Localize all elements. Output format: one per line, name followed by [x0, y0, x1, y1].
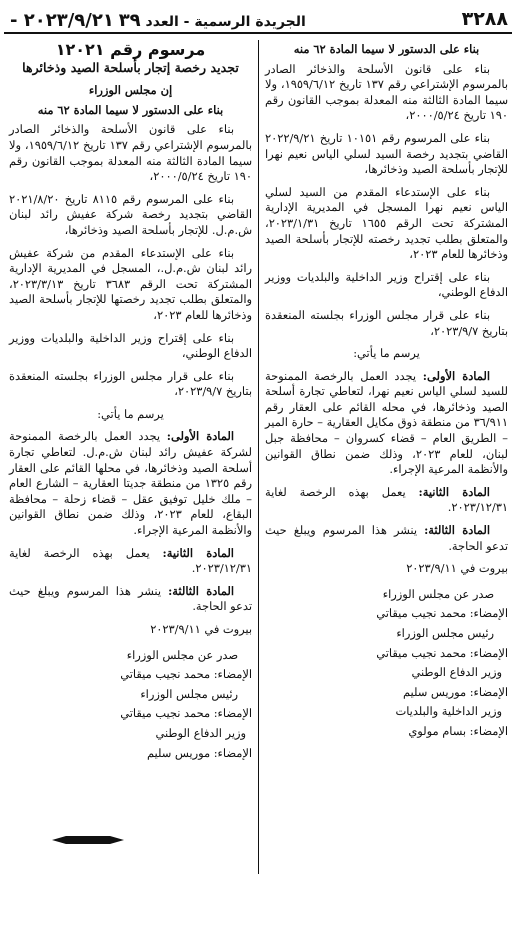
signature-line: الإمضاء: محمد نجيب ميقاتي [120, 706, 252, 721]
signature-line: صدر عن مجلس الوزراء [382, 586, 494, 601]
signature-line: الإمضاء: محمد نجيب ميقاتي [376, 645, 508, 660]
page-header [4, 6, 512, 34]
article-text: يعمل بهذه الرخصة لغاية ٢٠٢٣/١٢/٣١. [265, 484, 508, 515]
article-label: المادة الثالثة: [424, 523, 490, 538]
place-date: بيروت في ٢٠٢٣/٩/١١ [150, 622, 252, 636]
legal-basis-paragraph: بناء على قانون الأسلحة والذخائر الصادر بالمرسوم الإشتراعي رقم ١٣٧ تاريخ ١٩٥٩/٦/١٢، ولا سيما المادة الثالثة منه المعدلة بموجب القانون رقم ١٩٠ تاريخ ٢٠٠٠/٥/٢٤، [265, 61, 508, 123]
signature-line: صدر عن مجلس الوزراء [126, 647, 238, 662]
left-column [9, 42, 252, 765]
signature-line: الإمضاء: محمد نجيب ميقاتي [376, 606, 508, 621]
article-text: يعمل بهذه الرخصة لغاية ٢٠٢٣/١٢/٣١. [9, 545, 252, 576]
decrees-line: يرسم ما يأتي: [97, 406, 164, 421]
article-1 [9, 429, 252, 538]
signature-line: وزير الدفاع الوطني [155, 725, 246, 740]
signature-block [9, 648, 252, 762]
gazette-title [10, 10, 306, 31]
right-column [265, 42, 508, 744]
signature-line: الإمضاء: بسام مولوي [408, 723, 508, 738]
article-label: المادة الثانية: [162, 545, 234, 560]
legal-basis-paragraph: بناء على قرار مجلس الوزراء بجلسته المنعقدة بتاريخ ٢٠٢٣/٩/٧، [9, 368, 252, 399]
legal-basis-paragraph: بناء على إقتراح وزير الداخلية والبلديات ووزير الدفاع الوطني، [9, 330, 252, 361]
issue-date: ٢٠٢٣/٩/٢١ - [10, 10, 114, 31]
article-text: ينشر هذا المرسوم ويبلغ حيث تدعو الحاجة. [9, 583, 252, 614]
decrees-line: يرسم ما يأتي: [353, 346, 420, 361]
signature-line: رئيس مجلس الوزراء [140, 686, 238, 701]
legal-basis-paragraph: بناء على قانون الأسلحة والذخائر الصادر بالمرسوم الإشتراعي رقم ١٣٧ تاريخ ١٩٥٩/٦/١٢، ولا سيما المادة الثالثة منه المعدلة بموجب القانون رقم ١٩٠ تاريخ ٢٠٠٠/٥/٢٤، [9, 122, 252, 184]
article-label: المادة الثانية: [418, 484, 490, 499]
gazette-name: الجريدة الرسمية - العدد [145, 14, 306, 30]
place-date: بيروت في ٢٠٢٣/٩/١١ [406, 561, 508, 576]
end-mark-icon [52, 835, 124, 845]
article-text: يجدد العمل بالرخصة الممنوحة لشركة عفيش رائد لبنان ش.م.ل. لتعاطي تجارة أسلحة الصيد وذخائرها، في محلها القائم على العقار رقم ١٣٢٥ من منطقة جديتا العقارية – الشارع العام – ملك خليل توفيق عقل – قضاء زحلة – محافظة البقاع، للعام ٢٠٢٣، وذلك ضمن نطاق القوانين والأنظمة المرعية الإجراء. [9, 429, 252, 538]
signature-line: الإمضاء: موريس سليم [146, 745, 252, 760]
constitution-clause: بناء على الدستور لا سيما المادة ٦٢ منه [293, 42, 480, 56]
signature-line: الإمضاء: محمد نجيب ميقاتي [120, 667, 252, 682]
article-text: ينشر هذا المرسوم ويبلغ حيث تدعو الحاجة. [265, 523, 508, 553]
article-label: المادة الأولى: [422, 368, 490, 383]
issue-number: ٣٩ [118, 10, 141, 31]
constitution-clause: بناء على الدستور لا سيما المادة ٦٢ منه [37, 102, 224, 117]
decree-title: مرسوم رقم ١٢٠٢١ [55, 40, 206, 59]
legal-basis-paragraph: بناء على إقتراح وزير الداخلية والبلديات ووزير الدفاع الوطني، [265, 269, 508, 300]
signature-line: رئيس مجلس الوزراء [396, 626, 494, 640]
signature-line: وزير الدفاع الوطني [411, 665, 502, 680]
page-number: ٣٢٨٨ [461, 8, 508, 30]
article-text: يجدد العمل بالرخصة الممنوحة للسيد لسلي الياس نعيم نهرا، لتعاطي تجارة أسلحة الصيد وذخائرها، في محله القائم على العقار رقم ٣٦/٩١١ من منطقة ذوق مكايل العقارية – حارة المير – الطريق العام – قضاء كسروان – محافظة جبل لبنان، للعام ٢٠٢٣، وذلك ضمن نطاق القوانين والأنظمة المرعية الإجراء. [265, 368, 509, 477]
legal-basis-paragraph: بناء على الإستدعاء المقدم من السيد لسلي الياس نعيم نهرا المسجل في المديرية الإدارية المشتركة تحت الرقم ١٦٥٥ تاريخ ٢٠٢٣/١/٣١، والمتعلق بطلب تجديد رخصته للإتجار بأسلحة الصيد وذخائرها للعام ٢٠٢٣، [265, 184, 508, 262]
signature-line: الإمضاء: موريس سليم [402, 684, 508, 699]
legal-basis-paragraph: بناء على المرسوم رقم ٨١١٥ تاريخ ٢٠٢١/٨/٢٠ القاضي بتجديد رخصة شركة عفيش رائد لبنان ش.م.ل. للإتجار بأسلحة الصيد وذخائرها، [9, 191, 252, 237]
issuer-line: إن مجلس الوزراء [88, 83, 173, 98]
column-divider [258, 40, 259, 874]
legal-basis-paragraph: بناء على الإستدعاء المقدم من شركة عفيش رائد لبنان ش.م.ل.، المسجل في المديرية الإدارية المشتركة تحت الرقم ٣٦٨٣ تاريخ ٢٠٢٣/٣/١٣، والمتعلق بطلب تجديد رخصتها للإتجار بأسلحة الصيد وذخائرها للعام ٢٠٢٣، [9, 245, 252, 322]
article-label: المادة الثالثة: [168, 583, 234, 598]
article-label: المادة الأولى: [166, 429, 234, 444]
legal-basis-paragraph: بناء على المرسوم رقم ١٠١٥١ تاريخ ٢٠٢٢/٩/٢١ القاضي بتجديد رخصة السيد لسلي الياس نعيم نهرا للإتجار بأسلحة الصيد وذخائرها، [265, 130, 508, 177]
article-1 [265, 369, 508, 478]
article-3 [265, 523, 508, 554]
decree-subject: تجديد رخصة إتجار بأسلحة الصيد وذخائرها [22, 59, 239, 75]
article-3 [9, 584, 252, 615]
legal-basis-paragraph: بناء على قرار مجلس الوزراء بجلسته المنعقدة بتاريخ ٢٠٢٣/٩/٧، [265, 307, 508, 338]
article-2 [9, 546, 252, 577]
article-2 [265, 485, 508, 516]
signature-line: وزير الداخلية والبلديات [395, 704, 502, 719]
signature-block [265, 587, 508, 740]
